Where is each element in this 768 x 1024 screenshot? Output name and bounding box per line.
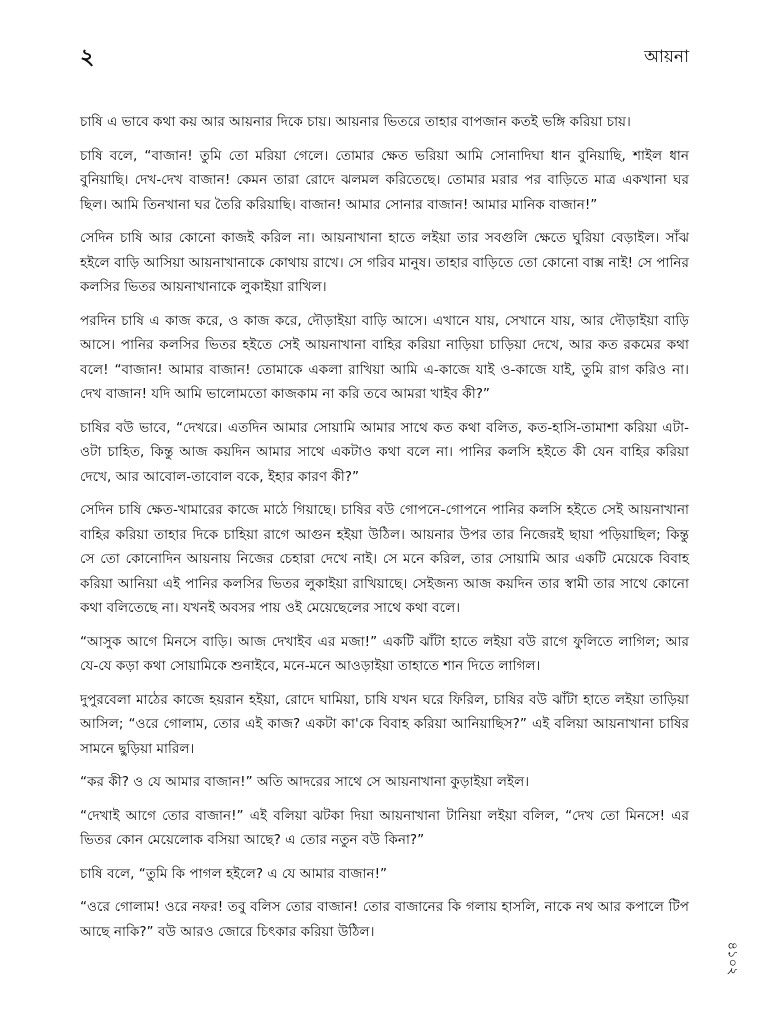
page-number: ২: [80, 45, 95, 70]
paragraph-5: চাষির বউ ভাবে, “দেখরে। এতদিন আমার সোয়ামি আমার সাথে কত কথা বলিত, কত-হাসি-তামাশা করিয়া এটা-ওটা চাহিত, কিন্তু আজ কয়দিন আমার সাথে একটাও কথা বলে না। পানির কলসি হইতে কী যেন বাহির করিয়া দেখে, আর আবোল-তাবোল বকে, ইহার কারণ কী?”: [80, 419, 689, 485]
paragraph-11: চাষি বলে, “তুমি কি পাগল হইলে? এ যে আমার বাজান!”: [80, 865, 388, 882]
paragraph-2: চাষি বলে, “বাজান! তুমি তো মরিয়া গেলে। তোমার ক্ষেত ভরিয়া আমি সোনাদিঘা ধান বুনিয়াছি, শাইল ধান বুনিয়াছি। দেখ-দেখ বাজান! কেমন তারা রোদে ঝলমল করিতেছে। তোমার মরার পর বাড়িতে মাত্র একখানা ঘর ছিল। আমি তিনখানা ঘর তৈরি করিয়াছি। বাজান! আমার সোনার বাজান! আমার মানিক বাজান!”: [80, 147, 689, 213]
paragraph-10: “দেখাই আগে তোর বাজান!” এই বলিয়া ঝটকা দিয়া আয়নাখানা টানিয়া লইয়া বলিল, “দেখ তো মিনসে! এর ভিতর কোন মেয়েলোক বসিয়া আছে? এ তোর নতুন বউ কিনা?”: [80, 807, 689, 848]
paragraph-7: “আসুক আগে মিনসে বাড়ি। আজ দেখাইব এর মজা!” একটি ঝাঁটা হাতে লইয়া বউ রাগে ফুলিতে লাগিল; আর যে-যে কড়া কথা সোয়ামিকে শুনাইবে, মনে-মনে আওড়াইয়া তাহাতে শান দিতে লাগিল।: [80, 633, 689, 674]
running-title: আয়না: [644, 47, 689, 67]
margin-code-text: ৪১০২: [724, 941, 740, 975]
paragraph-4: পরদিন চাষি এ কাজ করে, ও কাজ করে, দৌড়াইয়া বাড়ি আসে। এখানে যায়, সেখানে যায়, আর দৌড়াইয়া বাড়ি আসে। পানির কলসির ভিতর হইতে সেই আয়নাখানা বাহির করিয়া নাড়িয়া চাড়িয়া দেখে, আর কত রকমের কথা বলে! “বাজান! আমার বাজান! তোমাকে একলা রাখিয়া আমি এ-কাজে যাই ও-কাজে যাই, তুমি রাগ করিও না। দেখ বাজান! যদি আমি ভালোমতো কাজকাম না করি তবে আমরা খাইব কী?”: [80, 312, 689, 402]
paragraph-12: “ওরে গোলাম! ওরে নফর! তবু বলিস তোর বাজান! তোর বাজানের কি গলায় হাসলি, নাকে নথ আর কপালে টিপ আছে নাকি?” বউ আরও জোরে চিৎকার করিয়া উঠিল।: [80, 899, 689, 940]
paragraph-6: সেদিন চাষি ক্ষেত-খামারের কাজে মাঠে গিয়াছে। চাষির বউ গোপনে-গোপনে পানির কলসি হইতে সেই আয়নাখানা বাহির করিয়া তাহার দিকে চাহিয়া রাগে আগুন হইয়া উঠিল। আয়নার উপর তার নিজেরই ছায়া পড়িয়াছিল; কিন্তু সে তো কোনোদিন আয়নায় নিজের চেহারা দেখে নাই। সে মনে করিল, তার সোয়ামি আর একটি মেয়েকে বিবাহ করিয়া আনিয়া এই পানির কলসির ভিতর লুকাইয়া রাখিয়াছে। সেইজন্য আজ কয়দিন তার স্বামী তার সাথে কোনো কথা বলিতেছে না। যখনই অবসর পায় ওই মেয়েছেলের সাথে কথা বলে।: [80, 502, 689, 616]
paragraph-3: সেদিন চাষি আর কোনো কাজই করিল না। আয়নাখানা হাতে লইয়া তার সবগুলি ক্ষেতে ঘুরিয়া বেড়াইল। সাঁঝ হইলে বাড়ি আসিয়া আয়নাখানাকে কোথায় রাখে। সে গরিব মানুষ। তাহার বাড়িতে তো কোনো বাক্স নাই! সে পানির কলসির ভিতর আয়নাখানাকে লুকাইয়া রাখিল।: [80, 230, 689, 295]
paragraph-8: দুপুরবেলা মাঠের কাজে হয়রান হইয়া, রোদে ঘামিয়া, চাষি যখন ঘরে ফিরিল, চাষির বউ ঝাঁটা হাতে লইয়া তাড়িয়া আসিল; “ওরে গোলাম, তোর এই কাজ? একটা কা'কে বিবাহ করিয়া আনিয়াছিস?” এই বলিয়া আয়নাখানা চাষির সামনে ছুড়িয়া মারিল।: [80, 691, 689, 757]
page-header: [80, 40, 689, 80]
margin-code: [716, 928, 746, 988]
paragraph-9: “কর কী? ও যে আমার বাজান!” অতি আদরের সাথে সে আয়নাখানা কুড়াইয়া লইল।: [80, 774, 530, 790]
paragraph-1: চাষি এ ভাবে কথা কয় আর আয়নার দিকে চায়। আয়নার ভিতরে তাহার বাপজান কতই ভঙ্গি করিয়া চায়।: [80, 114, 631, 130]
body-text: [80, 110, 689, 953]
